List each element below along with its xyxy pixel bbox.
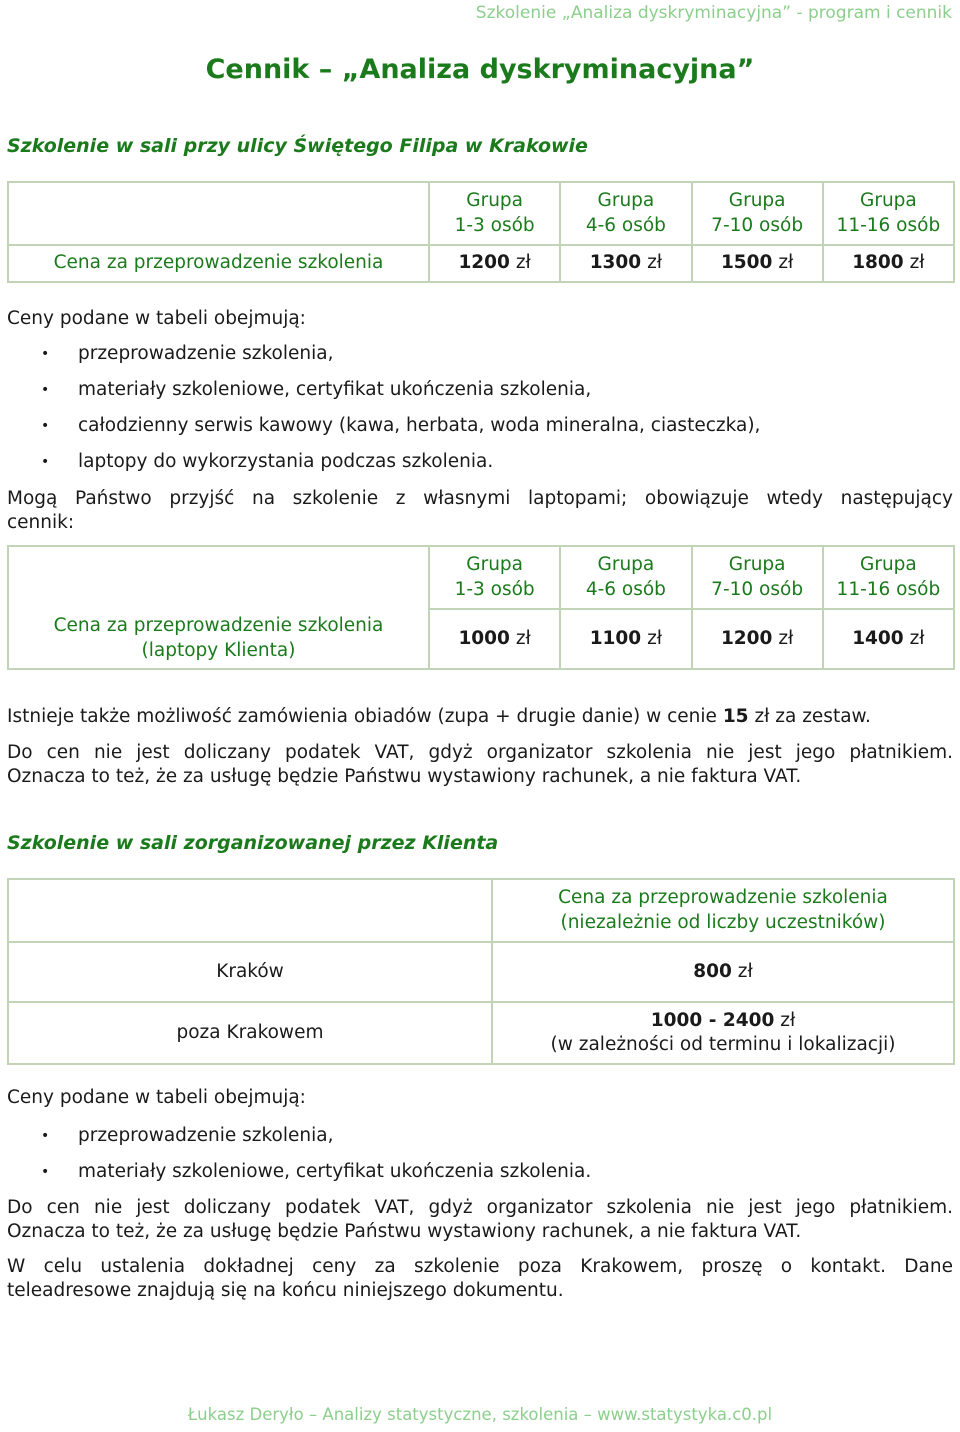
- table-corner: [8, 879, 492, 942]
- group-header: Grupa 1-3 osób: [429, 546, 560, 609]
- list-item: • materiały szkoleniowe, certyfikat ukończenia szkolenia.: [7, 1154, 953, 1190]
- price-cell: 1100 zł: [560, 609, 691, 669]
- list-item: • laptopy do wykorzystania podczas szkolenia.: [7, 444, 953, 480]
- price-column-header: Cena za przeprowadzenie szkolenia (niezależnie od liczby uczestników): [492, 879, 954, 942]
- vat-note-line1: Do cen nie jest doliczany podatek VAT, gdyż organizator szkolenia nie jest jego płatnikiem.: [7, 1197, 953, 1218]
- includes-list: [7, 336, 953, 480]
- laptops-paragraph-line1: Mogą Państwo przyjść na szkolenie z własnymi laptopami; obowiązuje wtedy następujący: [7, 488, 953, 509]
- group-header: Grupa 11-16 osób: [823, 182, 954, 245]
- price-cell: 1000 zł: [429, 609, 560, 669]
- location-cell: Kraków: [8, 942, 492, 1002]
- table-corner: [8, 546, 429, 609]
- list-item: • przeprowadzenie szkolenia,: [7, 1118, 953, 1154]
- page-footer: Łukasz Deryło – Analizy statystyczne, szkolenia – www.statystyka.c0.pl: [187, 1405, 773, 1425]
- price-cell: 1200 zł: [429, 245, 560, 282]
- price-cell: 1300 zł: [560, 245, 691, 282]
- list-item: • całodzienny serwis kawowy (kawa, herbata, woda mineralna, ciasteczka),: [7, 408, 953, 444]
- price-cell: 800 zł: [492, 942, 954, 1002]
- group-header: Grupa 1-3 osób: [429, 182, 560, 245]
- contact-note-line2: teleadresowe znajdują się na końcu niniejszego dokumentu.: [7, 1280, 564, 1301]
- contact-note-line1: W celu ustalenia dokładnej ceny za szkolenie poza Krakowem, proszę o kontakt. Dane: [7, 1256, 953, 1277]
- includes-heading: Ceny podane w tabeli obejmują:: [7, 1087, 306, 1108]
- list-item: • przeprowadzenie szkolenia,: [7, 336, 953, 372]
- includes-heading: Ceny podane w tabeli obejmują:: [7, 308, 306, 329]
- price-table-client: [7, 878, 955, 1065]
- group-header: Grupa 4-6 osób: [560, 546, 691, 609]
- group-header: Grupa 11-16 osób: [823, 546, 954, 609]
- laptops-paragraph-line2: cennik:: [7, 512, 75, 533]
- location-cell: poza Krakowem: [8, 1002, 492, 1064]
- page-header: Szkolenie „Analiza dyskryminacyjna” - program i cennik: [475, 3, 952, 23]
- section-title-client: Szkolenie w sali zorganizowanej przez Klienta: [7, 832, 499, 854]
- price-cell: 1000 - 2400 zł (w zależności od terminu i lokalizacji): [492, 1002, 954, 1064]
- vat-note-line2: Oznacza to też, że za usługę będzie Państwu wystawiony rachunek, a nie faktura VAT.: [7, 1221, 802, 1242]
- page-title: Cennik – „Analiza dyskryminacyjna”: [205, 54, 755, 85]
- group-header: Grupa 7-10 osób: [692, 546, 823, 609]
- dinner-note: Istnieje także możliwość zamówienia obiadów (zupa + drugie danie) w cenie 15 zł za zestaw.: [7, 706, 871, 727]
- group-header: Grupa 7-10 osób: [692, 182, 823, 245]
- price-table-laptops: [7, 545, 955, 670]
- table-corner: [8, 182, 429, 245]
- price-table-sala: [7, 181, 955, 283]
- section-title-sala: Szkolenie w sali przy ulicy Świętego Filipa w Krakowie: [7, 135, 588, 157]
- vat-note-line2: Oznacza to też, że za usługę będzie Państwu wystawiony rachunek, a nie faktura VAT.: [7, 766, 802, 787]
- vat-note-line1: Do cen nie jest doliczany podatek VAT, gdyż organizator szkolenia nie jest jego płatnikiem.: [7, 742, 953, 763]
- price-cell: 1400 zł: [823, 609, 954, 669]
- row-label: Cena za przeprowadzenie szkolenia (laptopy Klienta): [8, 609, 429, 669]
- price-cell: 1800 zł: [823, 245, 954, 282]
- row-label: Cena za przeprowadzenie szkolenia: [8, 245, 429, 282]
- group-header: Grupa 4-6 osób: [560, 182, 691, 245]
- includes-list: [7, 1118, 953, 1190]
- price-cell: 1200 zł: [692, 609, 823, 669]
- list-item: • materiały szkoleniowe, certyfikat ukończenia szkolenia,: [7, 372, 953, 408]
- price-cell: 1500 zł: [692, 245, 823, 282]
